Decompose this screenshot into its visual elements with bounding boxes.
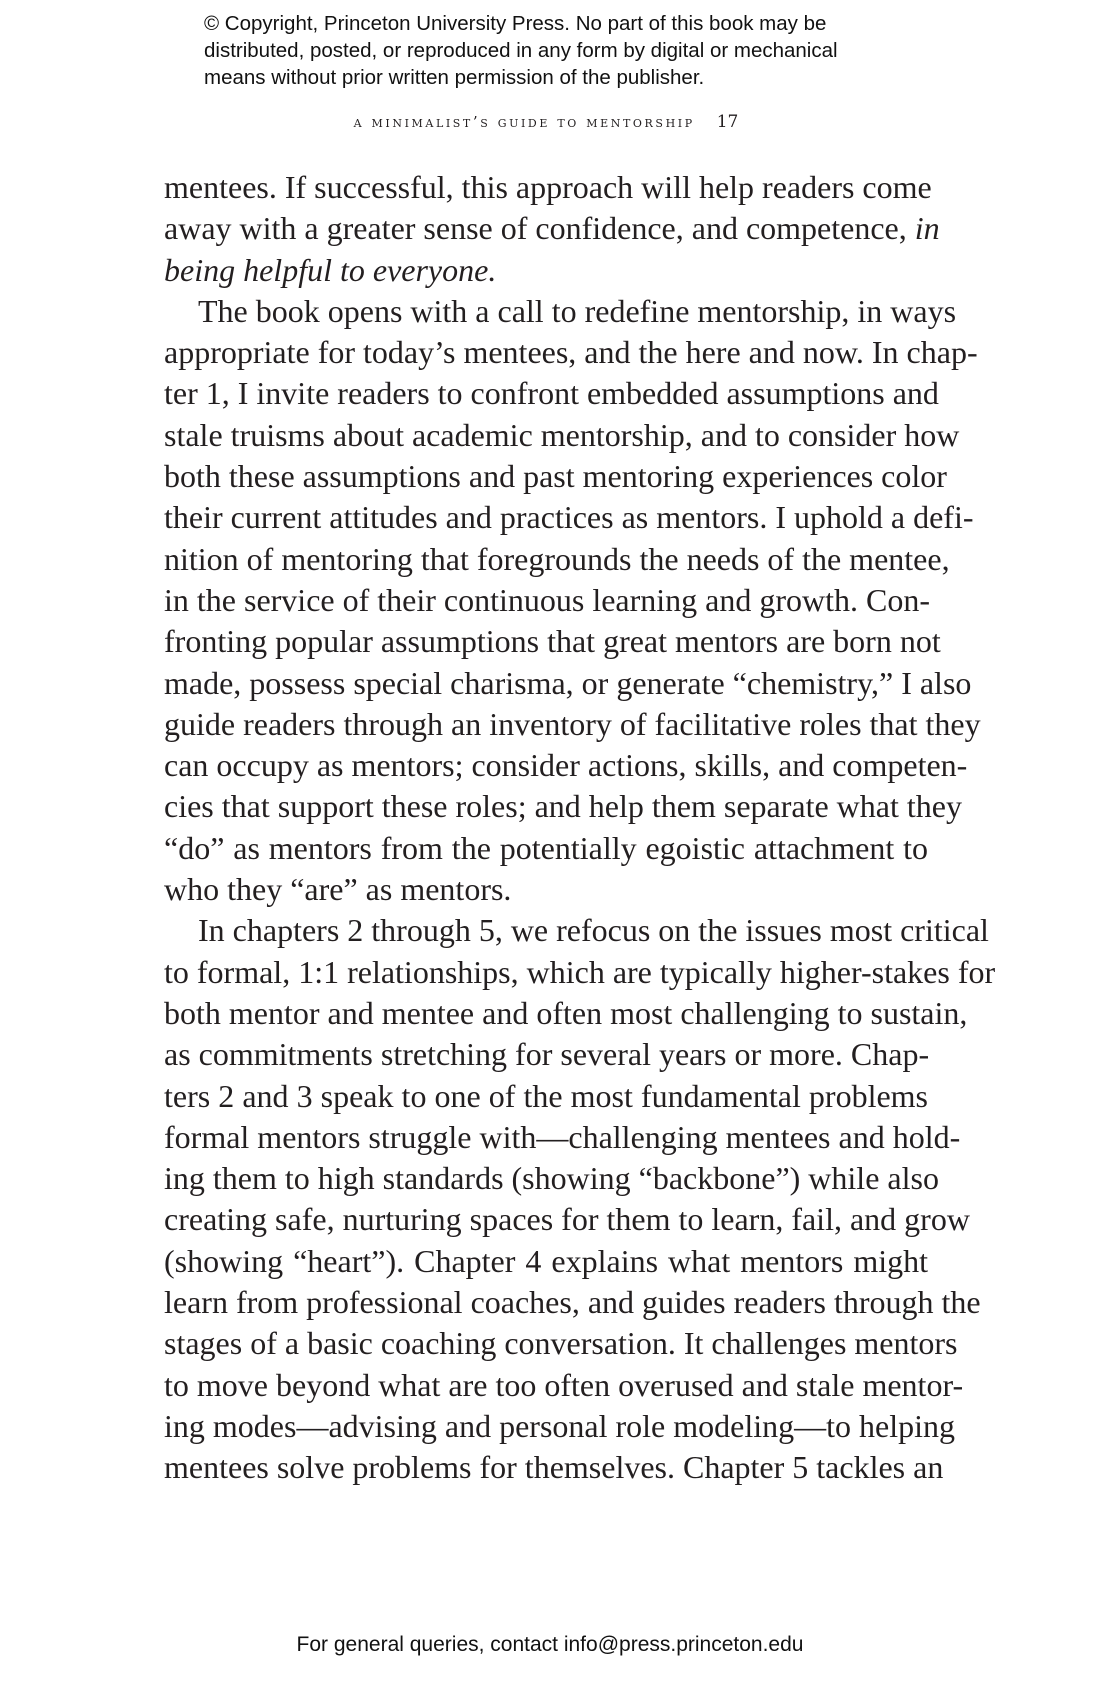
running-head-title: a minimalist’s guide to mentorship bbox=[353, 113, 695, 131]
body-text bbox=[164, 167, 996, 1489]
text-line: stale truisms about academic mentorship, and to consider how bbox=[164, 416, 960, 453]
text-line: learn from professional coaches, and guides readers through the bbox=[164, 1284, 981, 1321]
text-line: to move beyond what are too often overused and stale mentor- bbox=[164, 1366, 964, 1403]
text-line: to formal, 1:1 relationships, which are typically higher-stakes for bbox=[164, 953, 996, 990]
italic-fragment: being helpful to everyone. bbox=[164, 251, 497, 288]
text-line: stages of a basic coaching conversation. It challenges mentors bbox=[164, 1325, 958, 1362]
text-line: both mentor and mentee and often most challenging to sustain, bbox=[164, 994, 968, 1031]
text-line: cies that support these roles; and help them separate what they bbox=[164, 788, 962, 825]
text-line: ing modes—advising and personal role modeling—to helping bbox=[164, 1407, 955, 1444]
paragraph-start-line: In chapters 2 through 5, we refocus on the issues most critical bbox=[198, 912, 989, 949]
copyright-line: distributed, posted, or reproduced in any form by digital or mechanical bbox=[204, 39, 838, 62]
running-head bbox=[164, 112, 928, 132]
text-line bbox=[164, 208, 940, 249]
text-line: both these assumptions and past mentoring experiences color bbox=[164, 458, 947, 495]
footer-contact: For general queries, contact info@press.princeton.edu bbox=[296, 1633, 804, 1656]
text-line: formal mentors struggle with—challenging mentees and hold- bbox=[164, 1118, 961, 1155]
text-line bbox=[164, 250, 928, 291]
copyright-line: means without prior written permission of the publisher. bbox=[204, 66, 705, 89]
text-line: as commitments stretching for several years or more. Chap- bbox=[164, 1036, 930, 1073]
text-line: creating safe, nurturing spaces for them to learn, fail, and grow bbox=[164, 1201, 970, 1238]
page-number: 17 bbox=[716, 112, 739, 132]
text-line: ters 2 and 3 speak to one of the most fundamental problems bbox=[164, 1077, 928, 1114]
text-fragment: away with a greater sense of confidence, and competence, bbox=[164, 210, 907, 247]
text-line: (showing “heart”). Chapter 4 explains what mentors might bbox=[164, 1242, 928, 1279]
text-line: fronting popular assumptions that great mentors are born not bbox=[164, 623, 941, 660]
text-line: nition of mentoring that foregrounds the needs of the mentee, bbox=[164, 540, 950, 577]
text-line: ter 1, I invite readers to confront embedded assumptions and bbox=[164, 375, 939, 412]
text-line: in the service of their continuous learning and growth. Con- bbox=[164, 581, 931, 618]
copyright-notice bbox=[204, 10, 964, 91]
text-line: ing them to high standards (showing “backbone”) while also bbox=[164, 1160, 939, 1197]
text-line: mentees. If successful, this approach will help readers come bbox=[164, 169, 932, 205]
text-line: who they “are” as mentors. bbox=[164, 871, 512, 908]
copyright-line: © Copyright, Princeton University Press. No part of this book may be bbox=[204, 12, 827, 35]
paragraph-start-line: The book opens with a call to redefine mentorship, in ways bbox=[198, 292, 957, 329]
text-line: “do” as mentors from the potentially egoistic attachment to bbox=[164, 829, 928, 866]
text-line: made, possess special charisma, or generate “chemistry,” I also bbox=[164, 664, 972, 701]
text-line: guide readers through an inventory of facilitative roles that they bbox=[164, 705, 981, 742]
text-line: can occupy as mentors; consider actions, skills, and competen- bbox=[164, 747, 968, 784]
text-line: mentees solve problems for themselves. Chapter 5 tackles an bbox=[164, 1449, 944, 1486]
text-line: their current attitudes and practices as mentors. I uphold a defi- bbox=[164, 499, 974, 536]
italic-fragment: in bbox=[914, 210, 940, 247]
text-line: appropriate for today’s mentees, and the here and now. In chap- bbox=[164, 334, 978, 371]
